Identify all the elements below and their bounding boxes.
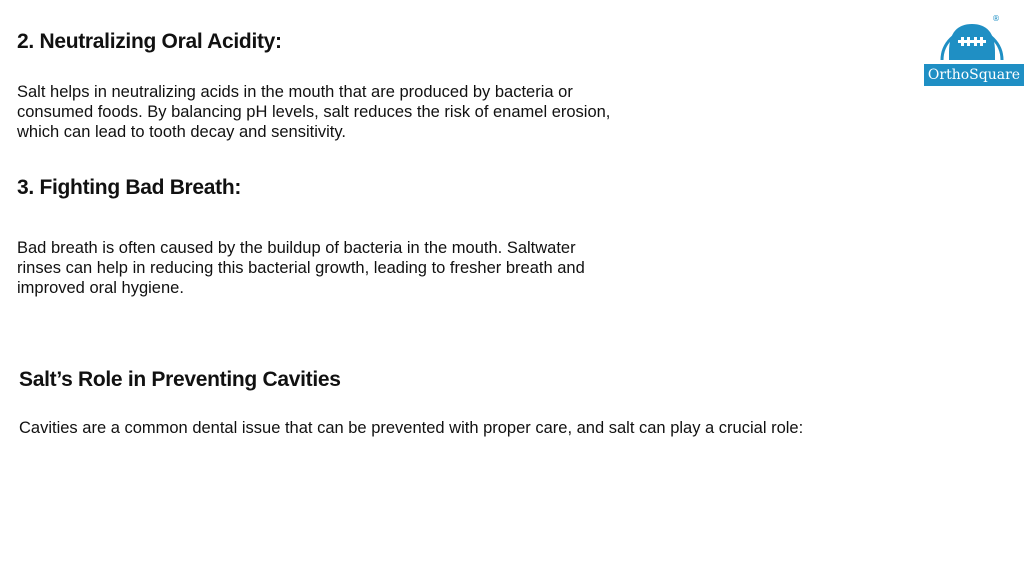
section-heading-bad-breath: 3. Fighting Bad Breath:	[17, 176, 242, 199]
section-heading-oral-acidity: 2. Neutralizing Oral Acidity:	[17, 30, 282, 53]
registered-mark: ®	[992, 14, 1000, 23]
section-heading-cavities: Salt’s Role in Preventing Cavities	[19, 368, 341, 391]
orthosquare-logo	[922, 10, 1024, 83]
tooth-logo-icon	[922, 10, 1024, 66]
section-body-oral-acidity: Salt helps in neutralizing acids in the mouth that are produced by bacteria or consumed foods. By balancing pH levels, salt reduces the risk of enamel erosion, which can lead to tooth decay and sensitivity.	[17, 83, 611, 141]
section-body-cavities: Cavities are a common dental issue that can be prevented with proper care, and salt can play a crucial role:	[19, 419, 804, 437]
section-body-bad-breath: Bad breath is often caused by the buildup of bacteria in the mouth. Saltwater rinses can help in reducing this bacterial growth, leading to fresher breath and improved oral hygiene.	[17, 239, 585, 297]
logo-wordmark: OrthoSquare	[924, 64, 1024, 86]
